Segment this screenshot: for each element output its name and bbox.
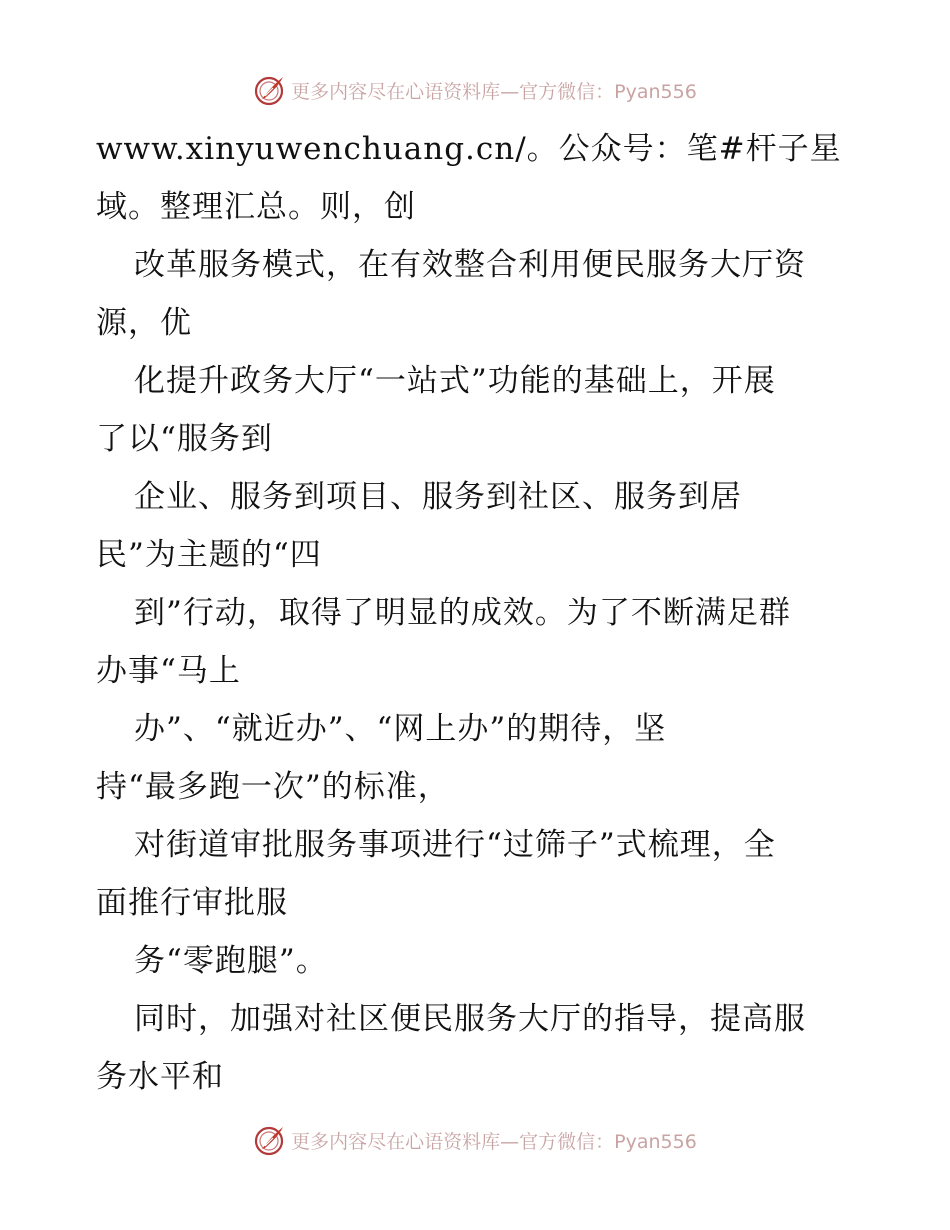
quill-logo-icon <box>253 73 287 107</box>
body-line: 企业、服务到项目、服务到社区、服务到居 <box>134 479 742 515</box>
body-line: 办”、“就近办”、“网上办”的期待，坚 <box>134 711 667 747</box>
body-line: 域。整理汇总。则，创 <box>96 189 416 225</box>
body-line: 了以“服务到 <box>96 421 273 457</box>
body-line: 面推行审批服 <box>96 885 288 921</box>
footer-banner-label: 更多内容尽在心语资料库—官方微信： <box>291 1130 615 1153</box>
body-line: 办事“马上 <box>96 653 241 689</box>
body-line: 务水平和 <box>96 1059 224 1095</box>
body-line: 民”为主题的“四 <box>96 537 322 573</box>
body-line: 同时，加强对社区便民服务大厅的指导，提高服 <box>134 1001 806 1037</box>
footer-wechat-id: Pyan556 <box>614 1130 697 1153</box>
header-banner-text <box>291 77 697 104</box>
quill-logo-icon <box>253 1123 287 1157</box>
body-line: 源，优 <box>96 305 192 341</box>
header-banner <box>0 70 950 110</box>
header-wechat-id: Pyan556 <box>614 80 697 103</box>
body-line: 化提升政务大厅“一站式”功能的基础上，开展 <box>134 363 776 399</box>
footer-banner <box>0 1120 950 1160</box>
body-line: 到”行动，取得了明显的成效。为了不断满足群 <box>134 595 791 631</box>
body-line: www.xinyuwenchuang.cn/。公众号：笔#杆子星 <box>96 131 842 167</box>
footer-banner-text <box>291 1127 697 1154</box>
body-line: 对街道审批服务事项进行“过筛子”式梳理，全 <box>134 827 776 863</box>
body-line: 持“最多跑一次”的标准， <box>96 769 450 805</box>
header-banner-label: 更多内容尽在心语资料库—官方微信： <box>291 80 615 103</box>
body-line: 务“零跑腿”。 <box>134 943 328 979</box>
body-line: 改革服务模式，在有效整合利用便民服务大厅资 <box>134 247 806 283</box>
